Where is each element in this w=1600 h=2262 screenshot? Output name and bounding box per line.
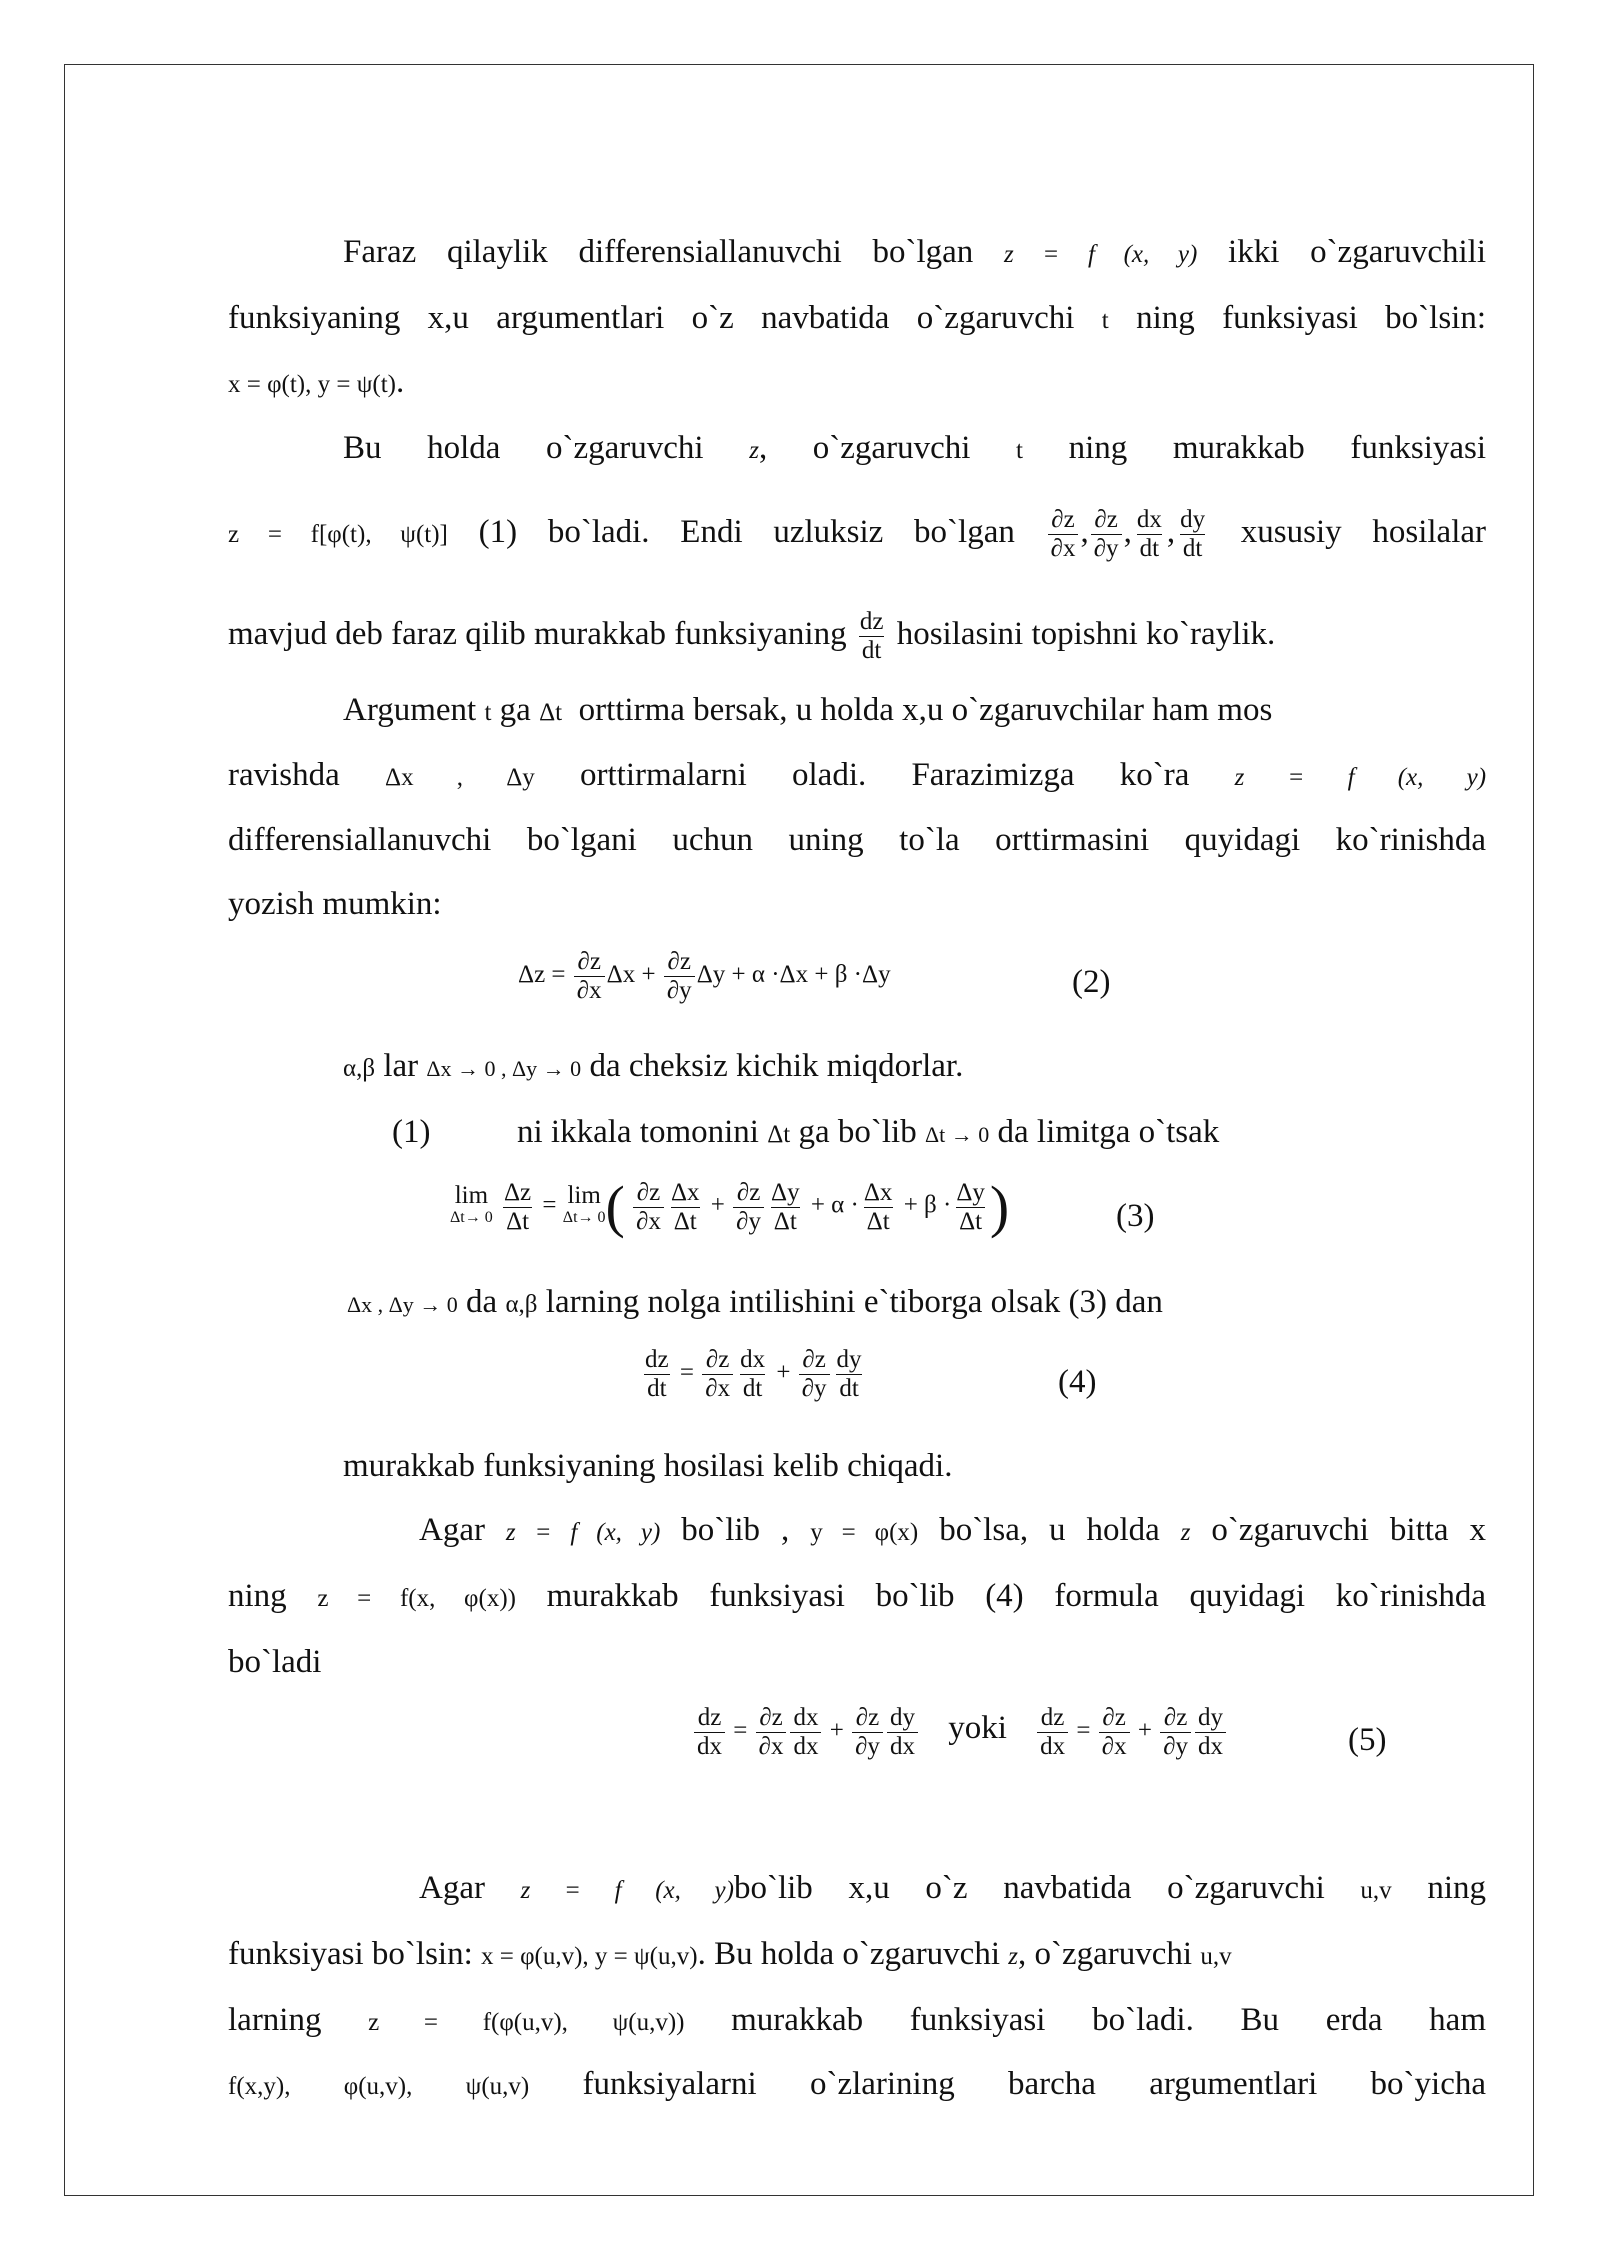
text: ning murakkab funksiyasi — [1068, 430, 1487, 466]
equation-number-4: (4) — [1058, 1364, 1097, 1400]
equation-number-5: (5) — [1348, 1722, 1387, 1758]
line-10 — [228, 884, 1486, 924]
text: yozish mumkin: — [228, 886, 442, 922]
text: Faraz qilaylik — [343, 234, 548, 270]
formula-x-phi-uv: x = φ(u,v), y = ψ(u,v) — [481, 1943, 698, 1970]
line-17 — [228, 1642, 1486, 1682]
line-8 — [228, 755, 1486, 798]
text: murakkab funksiyasi bo`lib (4) formula quyidagi ko`rinishda — [546, 1578, 1487, 1614]
equation-4: $\frac{dz}{dt}$ = $\frac{\partial z}{\partial x}$ $\frac{dx}{dt}$ + $\frac{\partial z}{\partial y}$ $\frac{dy}{dt}$ — [645, 1346, 862, 1402]
text: funksiyasi — [909, 2002, 1046, 2038]
text: da cheksiz kichik miqdorlar. — [589, 1048, 964, 1084]
frac-dz-dt: $\frac{dz}{dt}$ — [859, 608, 884, 664]
text: orttirma bersak, u holda x,u o`zgaruvchilar ham mos — [578, 692, 1273, 728]
text: funksiyasi bo`lsin: — [228, 1936, 473, 1972]
text: ikki o`zgaruvchili — [1228, 234, 1486, 270]
var-uv: u,v — [1360, 1877, 1392, 1904]
limit-dt: Δt → 0 — [924, 1122, 990, 1147]
text: ravishda — [228, 757, 340, 793]
limits-dx-dy: Δx , Δy → 0 — [347, 1292, 458, 1317]
line-11 — [343, 1046, 1600, 1089]
line-21 — [228, 2064, 1486, 2107]
text: bo`lib , — [681, 1512, 790, 1548]
delta-t: Δt — [539, 699, 563, 726]
text: da limitga o`tsak — [997, 1114, 1220, 1150]
formula-z-f-phi-psi: z = f[φ(t), ψ(t)] — [228, 521, 448, 549]
text: ni ikkala tomonini — [516, 1114, 759, 1150]
text: bo`ladi — [228, 1644, 322, 1680]
yoki-word: yoki — [948, 1710, 1007, 1747]
partials-group: $\frac{\partial z}{\partial x}$ , $\frac{\partial z}{\partial y}$ , $\frac{dx}{dt}$ , $\frac{dy}{dt}$ — [1046, 514, 1241, 550]
line-6 — [228, 608, 1486, 665]
var-t: t — [1101, 307, 1109, 334]
text: Argument — [343, 692, 477, 728]
alpha-beta: α,β — [505, 1291, 538, 1318]
line-7 — [343, 690, 1475, 733]
text: da — [466, 1284, 498, 1320]
text: larning nolga intilishini e`tiborga olsak (3) dan — [545, 1284, 1163, 1320]
equation-number-2: (2) — [1072, 964, 1111, 1000]
text: , o`zgaruvchi — [1017, 1936, 1193, 1972]
formula-phi-uv: φ(u,v), — [343, 2073, 413, 2100]
formula-z-fxy: z = f (x, y) — [505, 1519, 661, 1546]
line-9 — [228, 820, 1486, 860]
line-12 — [392, 1112, 1600, 1155]
var-z: z — [1008, 1943, 1018, 1970]
line-20 — [228, 2000, 1486, 2043]
text: Agar — [419, 1870, 485, 1906]
text: ko`ra — [1119, 757, 1190, 793]
delta-x-y: Δx , Δy — [385, 764, 535, 791]
text: ga — [499, 692, 531, 728]
text: differensiallanuvchi — [578, 234, 842, 270]
equation-2: Δz = $\frac{\partial z}{\partial x}$ Δx + $\frac{\partial z}{\partial y}$ Δy + α ·Δx + β ·Δy — [518, 948, 891, 1004]
alpha-beta: α,β — [343, 1055, 376, 1082]
text: ning — [1427, 1870, 1486, 1906]
var-z: z — [749, 437, 759, 464]
var-t: t — [484, 699, 492, 726]
text: x,u — [848, 1870, 890, 1906]
text: mavjud deb faraz qilib murakkab funksiyaning — [228, 616, 847, 653]
text: o`zgaruvchi bitta x — [1211, 1512, 1487, 1548]
formula-x-phi: x = φ(t), y = ψ(t) — [228, 371, 396, 398]
text: bo`lsa, u holda — [939, 1512, 1160, 1548]
text: ga bo`lib — [798, 1114, 917, 1150]
ref-1: (1) — [392, 1114, 431, 1150]
text: lar — [383, 1048, 419, 1084]
text: erda — [1325, 2002, 1383, 2038]
text: xususiy hosilalar — [1240, 514, 1487, 551]
text: differensiallanuvchi bo`lgani uchun uning to`la orttirmasini quyidagi ko`rinishda — [228, 822, 1486, 858]
equation-number-3: (3) — [1116, 1198, 1155, 1234]
line-1 — [343, 232, 1486, 275]
equation-5: $\frac{dz}{dx}$ = $\frac{\partial z}{\partial x}$ $\frac{dx}{dx}$ + $\frac{\partial z}{\partial y}$ $\frac{dy}{dx}$ yoki $\frac{dz}{dx}$ = $\frac{\partial z}{\partial x}$ + $\frac{\partial z}{\partial y}$ $\frac{dy}{dx}$ — [692, 1704, 1228, 1761]
var-t: t — [1016, 437, 1023, 464]
text: Bu — [1240, 2002, 1280, 2038]
frac-dz-dy: $\frac{\partial z}{\partial y}$ — [1091, 506, 1122, 563]
text: funksiyaning x,u argumentlari o`z navbatida o`zgaruvchi — [228, 300, 1075, 336]
text: ning — [228, 1578, 287, 1614]
text: (1) bo`ladi. Endi uzluksiz bo`lgan — [478, 514, 1015, 551]
line-18 — [419, 1868, 1486, 1911]
text: murakkab — [731, 2002, 864, 2038]
text: hosilasini topishni ko`raylik. — [896, 616, 1276, 653]
formula-psi-uv: ψ(u,v) — [465, 2073, 530, 2100]
text: . Bu holda o`zgaruvchi — [697, 1936, 1000, 1972]
line-15 — [419, 1510, 1486, 1553]
formula-z-fxy: z = f (x, y) — [1003, 241, 1198, 268]
line-5 — [228, 506, 1486, 563]
formula-z-fxy: z = f (x, y) — [1234, 764, 1487, 791]
text: bo`lgan — [872, 234, 974, 270]
text: funksiyalarni o`zlarining barcha argumentlari bo`yicha — [582, 2066, 1486, 2102]
line-3: x = φ(t), y = ψ(t). — [228, 364, 405, 400]
frac-dx-dt: $\frac{dx}{dt}$ — [1136, 506, 1162, 562]
text: Bu holda o`zgaruvchi — [343, 430, 704, 466]
frac-dz-dx: $\frac{\partial z}{\partial x}$ — [1048, 506, 1079, 563]
text: murakkab funksiyaning hosilasi kelib chiqadi. — [343, 1448, 953, 1484]
var-z: z — [1180, 1519, 1191, 1546]
line-13 — [347, 1282, 1600, 1325]
formula-y-phi: y = φ(x) — [810, 1519, 919, 1546]
line-19 — [228, 1934, 1486, 1977]
formula-z-f-x-phi: z = f(x, φ(x)) — [317, 1585, 516, 1612]
text: bo`lib — [733, 1870, 813, 1906]
line-2 — [228, 298, 1486, 341]
formula-z-f-phi-psi-uv: z = f(φ(u,v), ψ(u,v)) — [368, 2009, 685, 2036]
text: Agar — [419, 1512, 485, 1548]
var-uv: u,v — [1200, 1943, 1232, 1970]
text: o`z navbatida o`zgaruvchi — [925, 1870, 1325, 1906]
text: bo`ladi. — [1092, 2002, 1194, 2038]
line-14 — [343, 1446, 1600, 1486]
text: ham — [1429, 2002, 1486, 2038]
text: oladi. — [792, 757, 867, 793]
text: , o`zgaruvchi — [758, 430, 971, 466]
limits-dx-dy: Δx → 0 , Δy → 0 — [426, 1056, 582, 1081]
line-4 — [343, 428, 1486, 471]
text: orttirmalarni — [580, 757, 747, 793]
text: Farazimizga — [911, 757, 1075, 793]
formula-fxy: f(x,y), — [228, 2073, 291, 2100]
delta-t: Δt — [767, 1121, 791, 1148]
text: ning funksiyasi bo`lsin: — [1136, 300, 1487, 336]
line-16 — [228, 1576, 1486, 1619]
equation-3: lim Δt→ 0 $\frac{\Delta z}{\Delta t}$ = lim Δt→ 0 ( $\frac{\partial z}{\partial x}$ $\frac{\Delta x}{\Delta t}$ + $\frac{\partial z}{\partial y}$ $\frac{\Delta y}{\Delta t}$ + α · $\frac{\Delta x}{\Delta t}$ + β · $\frac{\Delta y}{\Delta t}$ ) — [450, 1174, 1010, 1239]
formula-z-fxy: z = f (x, y) — [520, 1877, 734, 1904]
frac-dy-dt: $\frac{dy}{dt}$ — [1180, 506, 1206, 562]
text: larning — [228, 2002, 322, 2038]
